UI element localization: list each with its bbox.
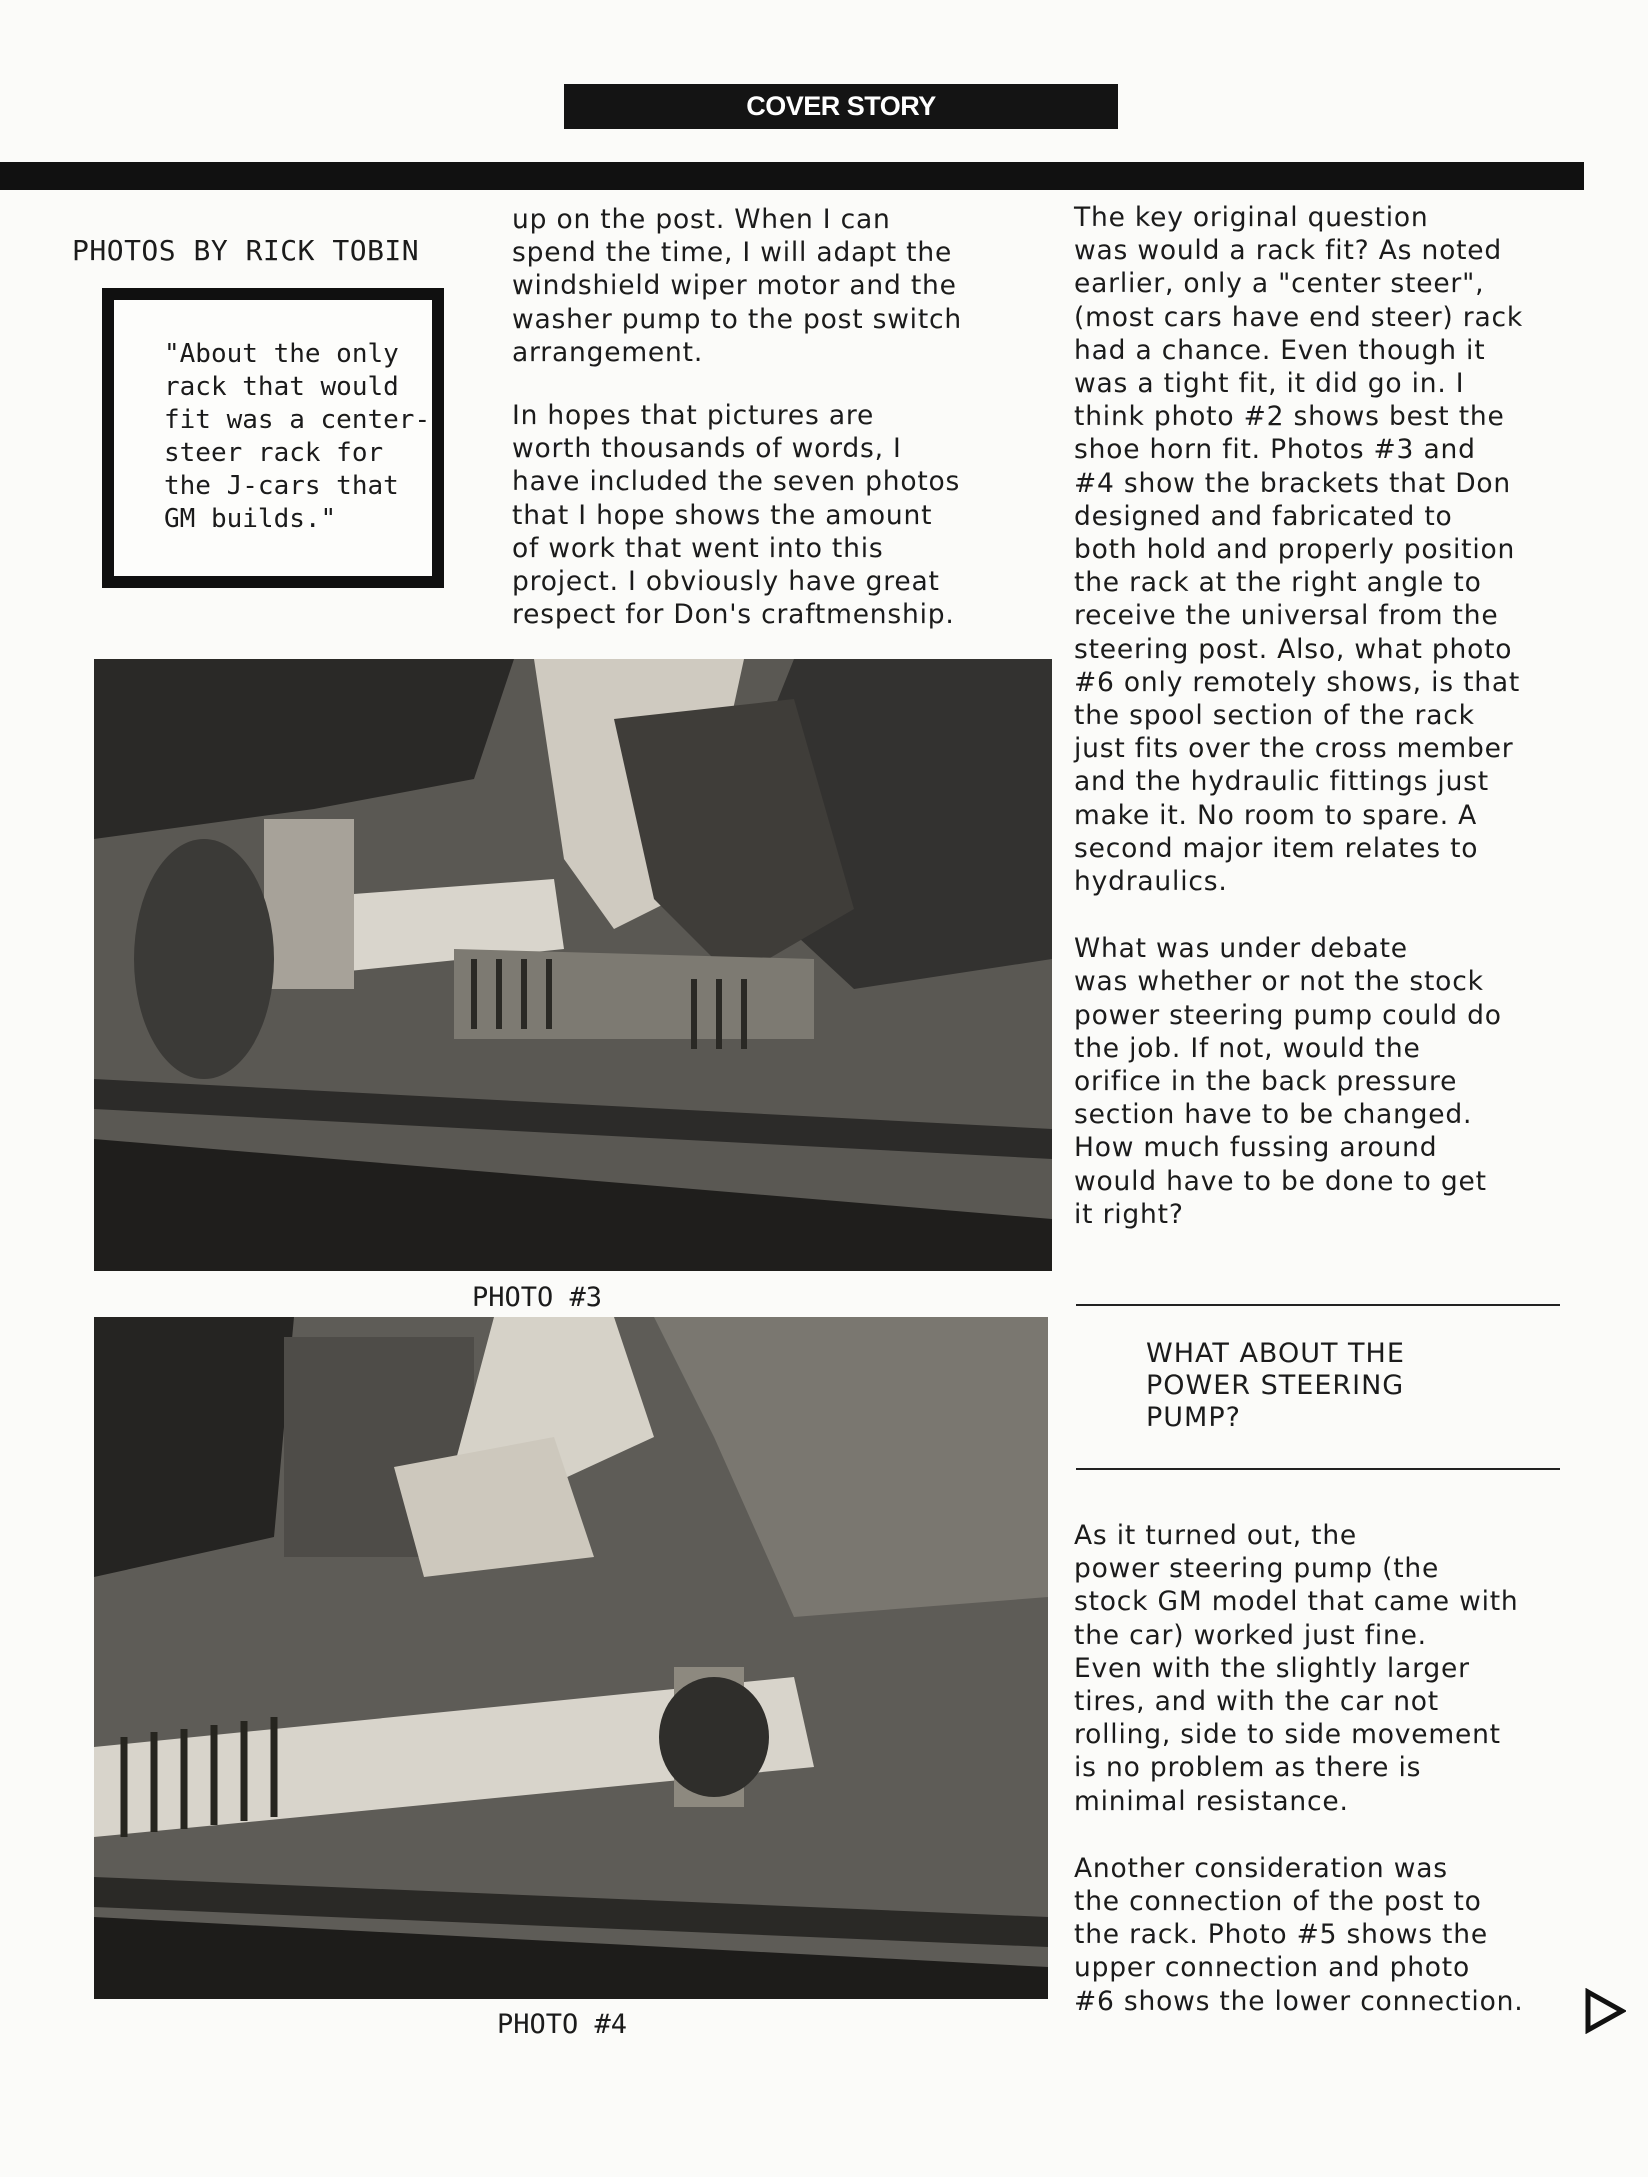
rack-boot-photo [94, 1317, 1048, 1999]
article-column-2 [512, 203, 1052, 631]
paragraph: As it turned out, the power steering pump (the stock GM model that came with the car) worked just fine. Even with the slightly larger tires, and with the car not rolling, side to side movement is no problem as there is minimal resistance. [1074, 1520, 1519, 1817]
triangle-right-icon [1584, 1988, 1626, 2034]
photo-3-image [94, 659, 1052, 1271]
header-rule [0, 162, 1584, 190]
paragraph: What was under debate was whether or not the stock power steering pump could do the job. If not, would the orifice in the back pressure section have to be changed. How much fussing around would have to be done to get it right? [1074, 933, 1502, 1230]
pull-quote-box [102, 288, 444, 588]
subheading: WHAT ABOUT THE POWER STEERING PUMP? [1146, 1338, 1405, 1433]
section-divider [1076, 1304, 1560, 1306]
paragraph: Another consideration was the connection of the post to the rack. Photo #5 shows the upper connection and photo #6 shows the lower connection. [1074, 1852, 1524, 2017]
photo-caption: PHOTO #4 [497, 2009, 628, 2040]
paragraph: In hopes that pictures are worth thousands of words, I have included the seven photos that I hope shows the amount of work that went into this project. I obviously have great respect for Don's craftmenship. [512, 400, 961, 631]
section-divider [1076, 1468, 1560, 1470]
pull-quote-text: "About the only rack that would fit was a center- steer rack for the J-cars that GM builds." [164, 339, 431, 534]
section-label: COVER STORY [564, 84, 1118, 129]
photo-credit: PHOTOS BY RICK TOBIN [72, 234, 420, 267]
photo-4-image [94, 1317, 1048, 1999]
article-column-3-continued [1074, 1519, 1614, 2018]
article-column-3 [1074, 201, 1614, 1231]
rack-bracket-photo [94, 659, 1052, 1271]
paragraph: The key original question was would a rack fit? As noted earlier, only a "center steer", (most cars have end steer) rack had a chance. Even though it was a tight fit, it did go in. I think photo #2 shows best the shoe horn fit. Photos #3 and #4 show the brackets that Don designed and fabricated to both hold and properly position the rack at the right angle to receive the universal from the steering post. Also, what photo #6 only remotely shows, is that the spool section of the rack just fits over the cross member and the hydraulic fittings just make it. No room to spare. A second major item relates to hydraulics. [1074, 202, 1524, 898]
paragraph: up on the post. When I can spend the time, I will adapt the windshield wiper motor and the washer pump to the post switch arrangement. [512, 204, 963, 368]
photo-caption: PHOTO #3 [472, 1282, 603, 1313]
